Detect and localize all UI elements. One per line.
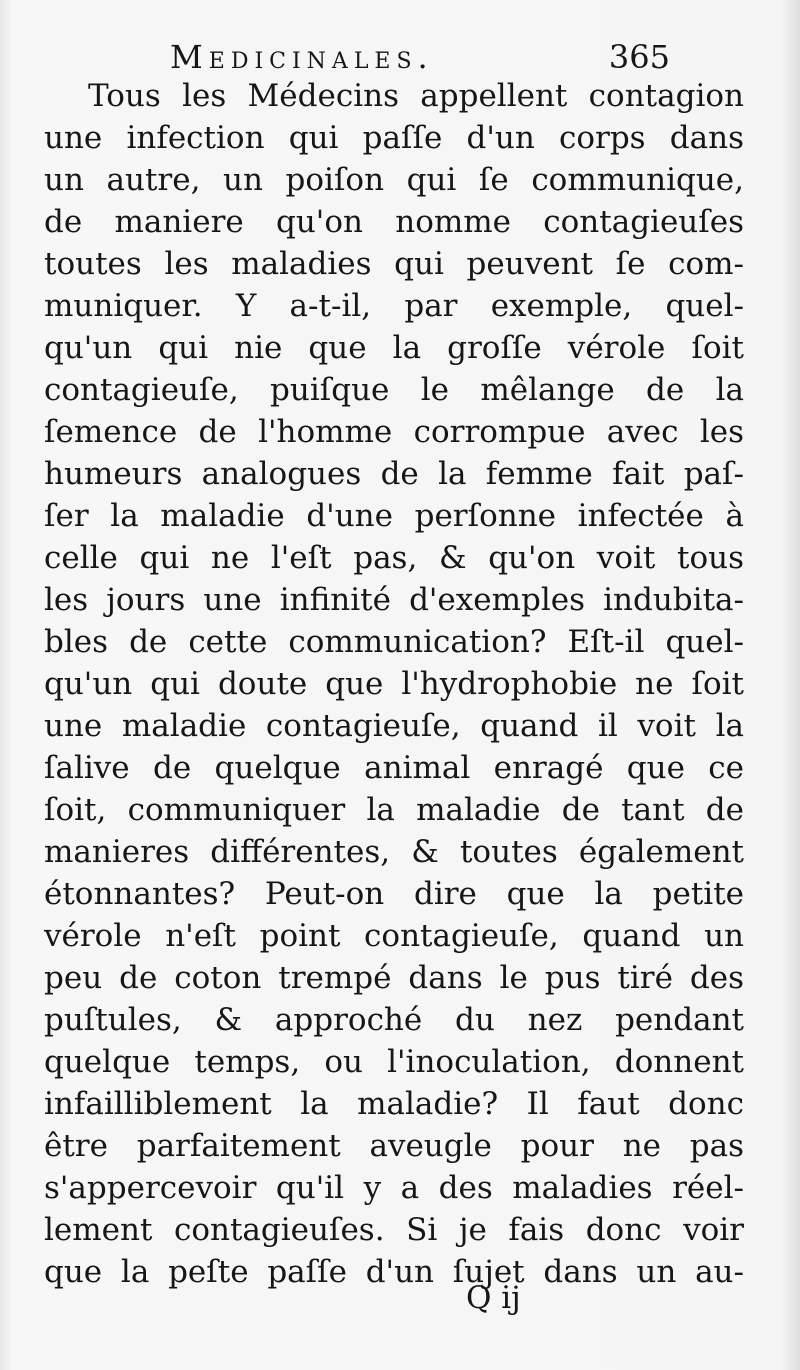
- text-line: que la peſte paſſe d'un ſujet dans un au-: [44, 1254, 744, 1290]
- text-line: ſer la maladie d'une perſonne infectée à: [44, 498, 744, 534]
- text-line: toutes les maladies qui peuvent ſe com-: [44, 246, 744, 282]
- signature-mark: Q ij: [466, 1280, 521, 1316]
- text-line: celle qui ne l'eſt pas, & qu'on voit tous: [44, 540, 744, 576]
- text-line: ſoit, communiquer la maladie de tant de: [44, 792, 744, 828]
- page-number: 365: [608, 38, 670, 76]
- text-line: manieres différentes, & toutes également: [44, 834, 744, 870]
- text-line: contagieuſe, puiſque le mêlange de la: [44, 372, 744, 408]
- text-line: lement contagieuſes. Si je fais donc voir: [44, 1212, 744, 1248]
- text-line: qu'un qui doute que l'hydrophobie ne ſoit: [44, 666, 744, 702]
- text-line: s'appercevoir qu'il y a des maladies réel-: [44, 1170, 744, 1206]
- text-line: muniquer. Y a-t-il, par exemple, quel-: [44, 288, 744, 324]
- running-head: Medicinales.: [170, 38, 434, 76]
- text-line: une maladie contagieuſe, quand il voit la: [44, 708, 744, 744]
- text-line: Tous les Médecins appellent contagion: [88, 78, 744, 114]
- text-line: bles de cette communication? Eſt-il quel-: [44, 624, 744, 660]
- text-line: vérole n'eſt point contagieuſe, quand un: [44, 918, 744, 954]
- text-line: un autre, un poiſon qui ſe communique,: [44, 162, 744, 198]
- text-line: quelque temps, ou l'inoculation, donnent: [44, 1044, 744, 1080]
- text-line: humeurs analogues de la femme fait paſ-: [44, 456, 744, 492]
- text-line: être parfaitement aveugle pour ne pas: [44, 1128, 744, 1164]
- text-line: étonnantes? Peut-on dire que la petite: [44, 876, 744, 912]
- text-line: les jours une infinité d'exemples indubita-: [44, 582, 744, 618]
- text-line: qu'un qui nie que la groſſe vérole ſoit: [44, 330, 744, 366]
- text-line: infailliblement la maladie? Il faut donc: [44, 1086, 744, 1122]
- text-line: une infection qui paſſe d'un corps dans: [44, 120, 744, 156]
- text-line: ſemence de l'homme corrompue avec les: [44, 414, 744, 450]
- text-line: puſtules, & approché du nez pendant: [44, 1002, 744, 1038]
- text-line: peu de coton trempé dans le pus tiré des: [44, 960, 744, 996]
- text-line: ſalive de quelque animal enragé que ce: [44, 750, 744, 786]
- body-text: [44, 75, 744, 1293]
- text-line: de maniere qu'on nomme contagieuſes: [44, 204, 744, 240]
